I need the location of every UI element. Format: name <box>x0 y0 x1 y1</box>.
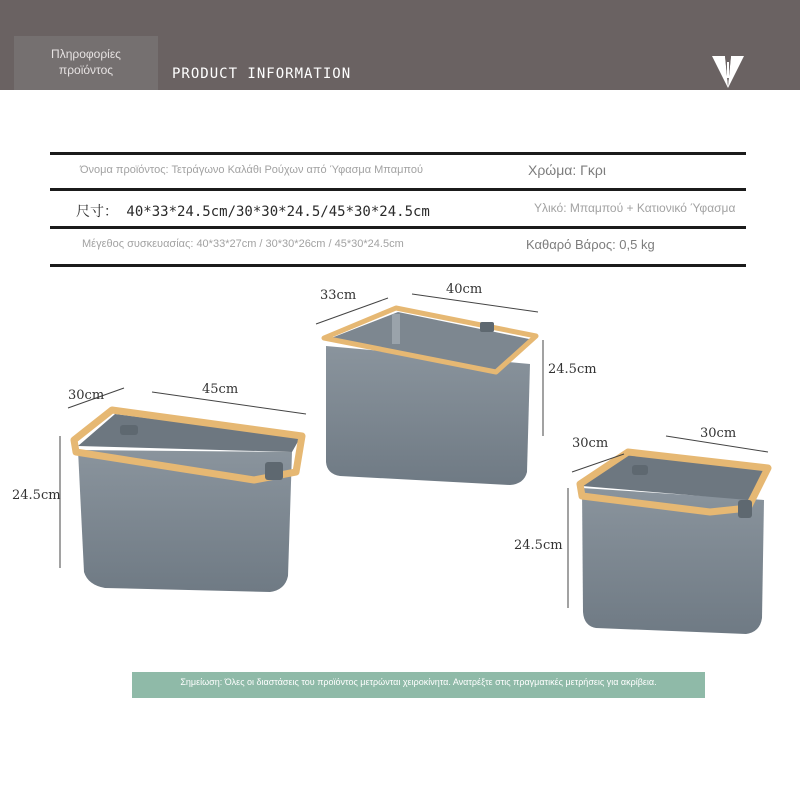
page-title: PRODUCT INFORMATION <box>172 66 352 82</box>
left-basket <box>74 410 302 592</box>
net-weight-field: Καθαρό Βάρος: 0,5 kg <box>526 237 655 252</box>
product-name-field: Όνομα προϊόντος: Τετράγωνο Καλάθι Ρούχων από Ύφασμα Μπαμπού <box>80 164 423 176</box>
center-basket <box>324 308 536 485</box>
left-height-label: 24.5cm <box>12 488 61 503</box>
right-width-label: 30cm <box>700 426 737 441</box>
right-depth-label: 30cm <box>572 436 609 451</box>
color-field: Χρώμα: Γκρι <box>528 162 606 178</box>
measurement-note: Σημείωση: Όλες οι διαστάσεις του προϊόντος μετρώνται χειροκίνητα. Ανατρέξτε στις πραγματικές μετρήσεις για ακρίβεια. <box>180 677 657 687</box>
center-width-label: 40cm <box>446 282 483 297</box>
left-width-label: 45cm <box>202 382 239 397</box>
size-field: 尺寸： 40*33*24.5cm/30*30*24.5/45*30*24.5cm <box>76 204 430 220</box>
left-depth-label: 30cm <box>68 388 105 403</box>
measurement-note-bar <box>132 672 705 698</box>
package-size-field: Μέγεθος συσκευασίας: 40*33*27cm / 30*30*26cm / 45*30*24.5cm <box>82 238 404 250</box>
right-height-label: 24.5cm <box>514 538 563 553</box>
center-height-label: 24.5cm <box>548 362 597 377</box>
material-field: Υλικό: Μπαμπού + Κατιονικό Ύφασμα <box>534 201 736 215</box>
right-basket <box>580 452 768 634</box>
product-info-tab-label: Πληροφορίες προϊόντος <box>51 47 121 77</box>
center-depth-label: 33cm <box>320 288 357 303</box>
